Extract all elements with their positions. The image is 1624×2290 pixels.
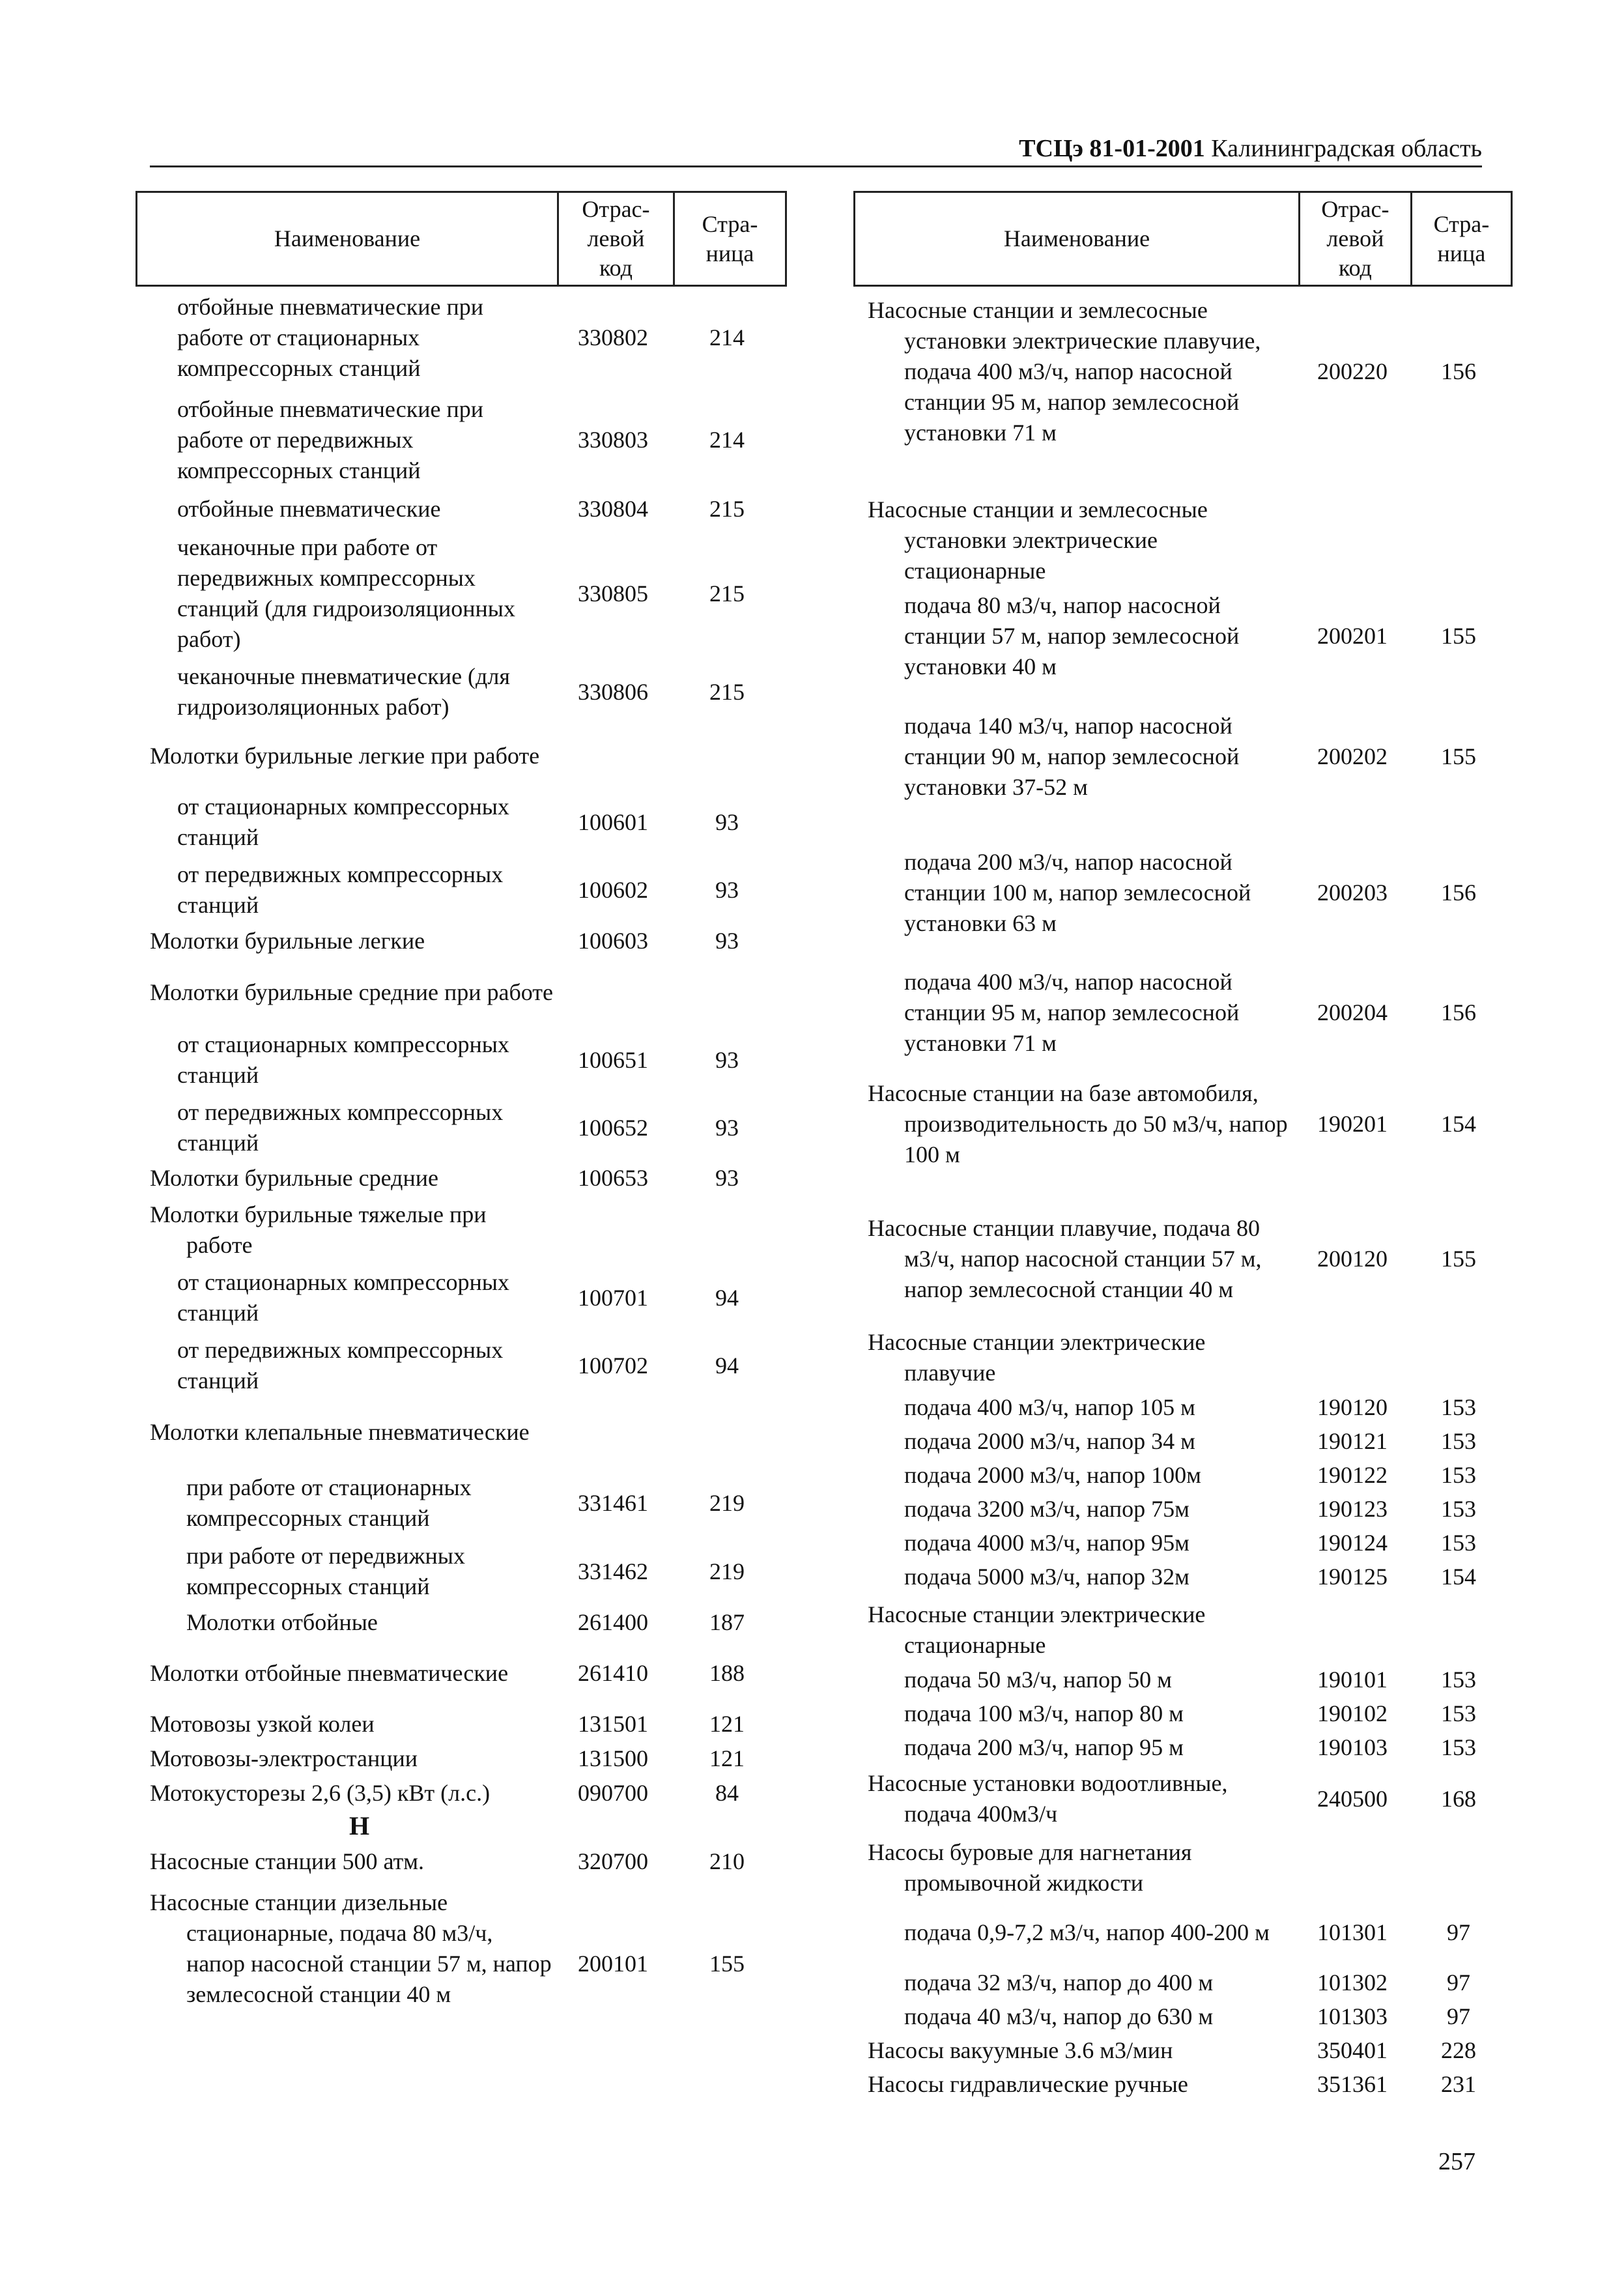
row-name: от стационарных компрессорных станций: [177, 794, 509, 850]
table-row: [135, 494, 787, 524]
row-name: подача 80 м3/ч, напор насосной станции 57 м, напор землесосной установки 40 м: [904, 592, 1240, 680]
header-rule: [150, 165, 1482, 167]
table-row: [853, 1837, 1513, 1898]
row-code: 200202: [1317, 743, 1388, 769]
row-page: 153: [1441, 1462, 1476, 1488]
row-code: 330804: [578, 496, 648, 522]
table-row: [853, 1665, 1513, 1695]
region-name: Калининградская область: [1211, 135, 1482, 162]
table-row: [853, 711, 1513, 803]
table-row: [135, 1029, 787, 1091]
row-name: Насосные станции и землесосные установки электрические стационарные: [868, 496, 1208, 584]
row-page: 84: [715, 1780, 739, 1806]
index-table-left: [135, 191, 787, 2007]
row-code: 330806: [578, 678, 648, 705]
running-header: [1003, 134, 1482, 163]
index-table-right: [853, 191, 1513, 2097]
table-row: [135, 1607, 787, 1638]
row-code: 190201: [1317, 1110, 1388, 1137]
table-row: [853, 1968, 1513, 1998]
table-row: [135, 1335, 787, 1396]
row-page: 93: [715, 876, 739, 903]
row-code: 330802: [578, 324, 648, 351]
row-page: 215: [709, 678, 745, 705]
row-name: подача 3200 м3/ч, напор 75м: [904, 1496, 1190, 1522]
row-code: 100601: [578, 809, 648, 835]
row-name: подача 5000 м3/ч, напор 32м: [904, 1564, 1190, 1590]
row-page: 97: [1447, 2003, 1470, 2029]
row-name: подача 0,9-7,2 м3/ч, напор 400-200 м: [904, 1919, 1270, 1945]
row-page: 228: [1441, 2037, 1476, 2063]
row-code: 100653: [578, 1165, 648, 1191]
row-name: при работе от стационарных компрессорных станций: [186, 1474, 472, 1531]
row-code: 331461: [578, 1489, 648, 1516]
row-page: 231: [1441, 2071, 1476, 2097]
row-page: 155: [1441, 743, 1476, 769]
row-code: 100652: [578, 1114, 648, 1141]
row-name: подача 2000 м3/ч, напор 100м: [904, 1462, 1201, 1488]
row-code: 330803: [578, 427, 648, 453]
row-code: 100602: [578, 876, 648, 903]
row-page: 97: [1447, 1919, 1470, 1945]
row-code: 190124: [1317, 1530, 1388, 1556]
row-name: подача 40 м3/ч, напор до 630 м: [904, 2003, 1214, 2029]
table-row: [135, 661, 787, 723]
column-header-code: Отрас- левой код: [557, 193, 673, 285]
row-page: 219: [709, 1558, 745, 1584]
row-code: 331462: [578, 1558, 648, 1584]
row-name: от передвижных компрессорных станций: [177, 861, 504, 918]
row-page: 188: [709, 1659, 745, 1686]
row-code: 190102: [1317, 1700, 1388, 1726]
row-page: 153: [1441, 1530, 1476, 1556]
table-row: [853, 295, 1513, 448]
row-page: 97: [1447, 1969, 1470, 1996]
row-name: от стационарных компрессорных станций: [177, 1269, 509, 1326]
row-name: Насосные станции электрические плавучие: [868, 1329, 1206, 1386]
row-name: подача 200 м3/ч, напор насосной станции 100 м, напор землесосной установки 63 м: [904, 849, 1251, 936]
row-page: 187: [709, 1609, 745, 1635]
row-code: 190121: [1317, 1428, 1388, 1454]
page-number: 257: [1438, 2148, 1475, 2175]
table-row: [853, 1494, 1513, 1524]
table-row: [135, 725, 787, 786]
row-code: 131500: [578, 1745, 648, 1771]
row-code: 200204: [1317, 999, 1388, 1025]
row-page: 93: [715, 809, 739, 835]
row-page: 93: [715, 1165, 739, 1191]
row-page: 156: [1441, 358, 1476, 384]
row-name: подача 4000 м3/ч, напор 95м: [904, 1530, 1190, 1556]
row-name: подача 400 м3/ч, напор насосной станции 95 м, напор землесосной установки 71 м: [904, 969, 1240, 1056]
table-row: [135, 1541, 787, 1602]
row-code: 190120: [1317, 1394, 1388, 1420]
row-name: Молотки бурильные тяжелые при работе: [150, 1201, 487, 1258]
row-code: 101303: [1317, 2003, 1388, 2029]
row-code: 320700: [578, 1848, 648, 1874]
row-name: Насосные станции электрические стационарные: [868, 1601, 1206, 1658]
row-page: 93: [715, 1114, 739, 1141]
row-name: Молотки отбойные: [186, 1609, 378, 1635]
table-row: [853, 1562, 1513, 1592]
table-row: [853, 494, 1513, 586]
table-row: [135, 792, 787, 853]
row-code: 100701: [578, 1284, 648, 1311]
row-code: 351361: [1317, 2071, 1388, 2097]
table-row: [853, 2069, 1513, 2100]
table-row: [135, 1778, 787, 1809]
row-page: 154: [1441, 1110, 1476, 1137]
row-code: 100651: [578, 1046, 648, 1073]
table-row: [135, 1097, 787, 1158]
row-page: 153: [1441, 1428, 1476, 1454]
row-name: отбойные пневматические: [177, 496, 441, 522]
table-row: [135, 1642, 787, 1704]
row-name: Насосы буровые для нагнетания промывочной жидкости: [868, 1839, 1192, 1896]
row-name: подача 140 м3/ч, напор насосной станции 90 м, напор землесосной установки 37-52 м: [904, 713, 1240, 800]
row-page: 153: [1441, 1700, 1476, 1726]
table-row: [135, 1267, 787, 1328]
row-page: 121: [709, 1711, 745, 1737]
table-row: [135, 926, 787, 956]
row-code: 090700: [578, 1780, 648, 1806]
row-page: 155: [709, 1951, 745, 1977]
row-name: Молотки бурильные средние при работе: [150, 979, 554, 1005]
column-header-name: Наименование: [1003, 225, 1150, 251]
row-name: от передвижных компрессорных станций: [177, 1099, 504, 1156]
row-name: Насосы гидравлические ручные: [868, 2071, 1188, 2097]
row-name: Молотки клепальные пневматические: [150, 1418, 530, 1445]
row-page: 219: [709, 1489, 745, 1516]
table-row: [853, 1599, 1513, 1661]
table-row: [853, 967, 1513, 1059]
table-row: [853, 1327, 1513, 1388]
row-code: 190125: [1317, 1564, 1388, 1590]
row-name: чеканочные при работе от передвижных компрессорных станций (для гидроизоляционных работ): [177, 534, 515, 652]
table-row: [853, 1768, 1513, 1829]
row-page: 153: [1441, 1734, 1476, 1760]
column-header-page: Стра- ница: [1410, 193, 1511, 285]
row-code: 190123: [1317, 1496, 1388, 1522]
column-header-code: Отрас- левой код: [1298, 193, 1410, 285]
row-page: 215: [709, 580, 745, 607]
row-page: 215: [709, 496, 745, 522]
row-name: подача 400 м3/ч, напор 105 м: [904, 1394, 1195, 1420]
row-code: 330805: [578, 580, 648, 607]
row-name: Мотовозы-электростанции: [150, 1745, 418, 1771]
row-name: от передвижных компрессорных станций: [177, 1337, 504, 1394]
row-name: Насосные станции и землесосные установки электрические плавучие, подача 400 м3/ч, напор насосной станции 95 м, напор землесосной установки 71 м: [868, 297, 1261, 446]
table-row: [853, 1063, 1513, 1185]
row-code: 100603: [578, 928, 648, 954]
row-page: 156: [1441, 999, 1476, 1025]
row-page: 210: [709, 1848, 745, 1874]
row-code: 240500: [1317, 1785, 1388, 1812]
row-code: 200101: [578, 1951, 648, 1977]
row-name: Молотки бурильные средние: [150, 1165, 438, 1191]
row-page: 214: [709, 427, 745, 453]
row-name: Насосные станции 500 атм.: [150, 1848, 425, 1874]
row-name: Молотки бурильные легкие при работе: [150, 742, 540, 769]
table-row: [135, 1709, 787, 1739]
table-row: [135, 1401, 787, 1463]
row-code: 261410: [578, 1659, 648, 1686]
table-row: [135, 962, 787, 1023]
row-name: Молотки бурильные легкие: [150, 928, 425, 954]
table-header: [135, 191, 787, 287]
table-row: [853, 1732, 1513, 1763]
row-page: 155: [1441, 1245, 1476, 1272]
table-row: [853, 1392, 1513, 1423]
table-row: [135, 1199, 787, 1261]
row-code: 190122: [1317, 1462, 1388, 1488]
row-name: Насосные станции плавучие, подача 80 м3/ч, напор насосной станции 57 м, напор землесосной станции 40 м: [868, 1214, 1262, 1302]
row-code: 261400: [578, 1609, 648, 1635]
table-row: [135, 1846, 787, 1877]
table-row: [135, 532, 787, 655]
row-page: 93: [715, 1046, 739, 1073]
row-code: 101302: [1317, 1969, 1388, 1996]
column-header-page: Стра- ница: [673, 193, 785, 285]
row-name: Мотовозы узкой колеи: [150, 1711, 375, 1737]
row-name: Насосные станции на базе автомобиля, производительность до 50 м3/ч, напор 100 м: [868, 1080, 1288, 1167]
row-name: подача 50 м3/ч, напор 50 м: [904, 1667, 1172, 1693]
row-page: 214: [709, 324, 745, 351]
row-name: подача 100 м3/ч, напор 80 м: [904, 1700, 1184, 1726]
row-name: отбойные пневматические при работе от стационарных компрессорных станций: [177, 294, 483, 381]
table-header: [853, 191, 1513, 287]
document-code: ТСЦэ 81-01-2001: [1019, 135, 1205, 162]
row-code: 190101: [1317, 1667, 1388, 1693]
row-name: Мотокусторезы 2,6 (3,5) кВт (л.с.): [150, 1780, 491, 1806]
row-page: 154: [1441, 1564, 1476, 1590]
table-row: [135, 394, 787, 486]
column-header-name: Наименование: [274, 225, 421, 251]
table-row: [853, 2035, 1513, 2066]
table-row: [853, 2001, 1513, 2032]
row-page: 153: [1441, 1667, 1476, 1693]
row-code: 200120: [1317, 1245, 1388, 1272]
row-page: 93: [715, 928, 739, 954]
row-page: 168: [1441, 1785, 1476, 1812]
row-page: 155: [1441, 623, 1476, 649]
table-row: [853, 1197, 1513, 1320]
row-code: 200220: [1317, 358, 1388, 384]
table-row: [135, 1472, 787, 1534]
row-name: подача 32 м3/ч, напор до 400 м: [904, 1969, 1214, 1996]
row-name: от стационарных компрессорных станций: [177, 1031, 509, 1088]
row-page: 156: [1441, 880, 1476, 906]
row-name: Насосные станции дизельные стационарные, подача 80 м3/ч, напор насосной станции 57 м, напор землесосной станции 40 м: [150, 1889, 552, 2007]
table-row: [135, 1163, 787, 1194]
table-row: [135, 1743, 787, 1774]
table-row: [853, 1426, 1513, 1457]
row-name: Насосы вакуумные 3.6 м3/мин: [868, 2037, 1173, 2063]
row-code: 101301: [1317, 1919, 1388, 1945]
table-row: [853, 590, 1513, 682]
row-name: при работе от передвижных компрессорных станций: [186, 1543, 465, 1599]
row-code: 100702: [578, 1352, 648, 1379]
row-name: Насосные установки водоотливные, подача 400м3/ч: [868, 1770, 1228, 1827]
row-page: 121: [709, 1745, 745, 1771]
row-code: 190103: [1317, 1734, 1388, 1760]
table-row: [853, 1698, 1513, 1729]
row-name: подача 200 м3/ч, напор 95 м: [904, 1734, 1184, 1760]
table-row: [853, 1460, 1513, 1491]
table-row: [853, 847, 1513, 939]
table-row: [135, 1887, 787, 2040]
table-row: [135, 292, 787, 384]
row-page: 153: [1441, 1394, 1476, 1420]
row-code: 350401: [1317, 2037, 1388, 2063]
section-letter: Н: [349, 1811, 370, 1840]
table-row: [853, 1902, 1513, 1963]
table-row: [853, 1528, 1513, 1558]
row-name: подача 2000 м3/ч, напор 34 м: [904, 1428, 1195, 1454]
table-row: [135, 859, 787, 921]
row-code: 200201: [1317, 623, 1388, 649]
row-code: 200203: [1317, 880, 1388, 906]
row-page: 153: [1441, 1496, 1476, 1522]
row-page: 94: [715, 1284, 739, 1311]
row-code: 131501: [578, 1711, 648, 1737]
row-page: 94: [715, 1352, 739, 1379]
row-name: чеканочные пневматические (для гидроизоляционных работ): [177, 663, 510, 720]
row-name: Молотки отбойные пневматические: [150, 1659, 509, 1686]
row-name: отбойные пневматические при работе от передвижных компрессорных станций: [177, 396, 483, 483]
